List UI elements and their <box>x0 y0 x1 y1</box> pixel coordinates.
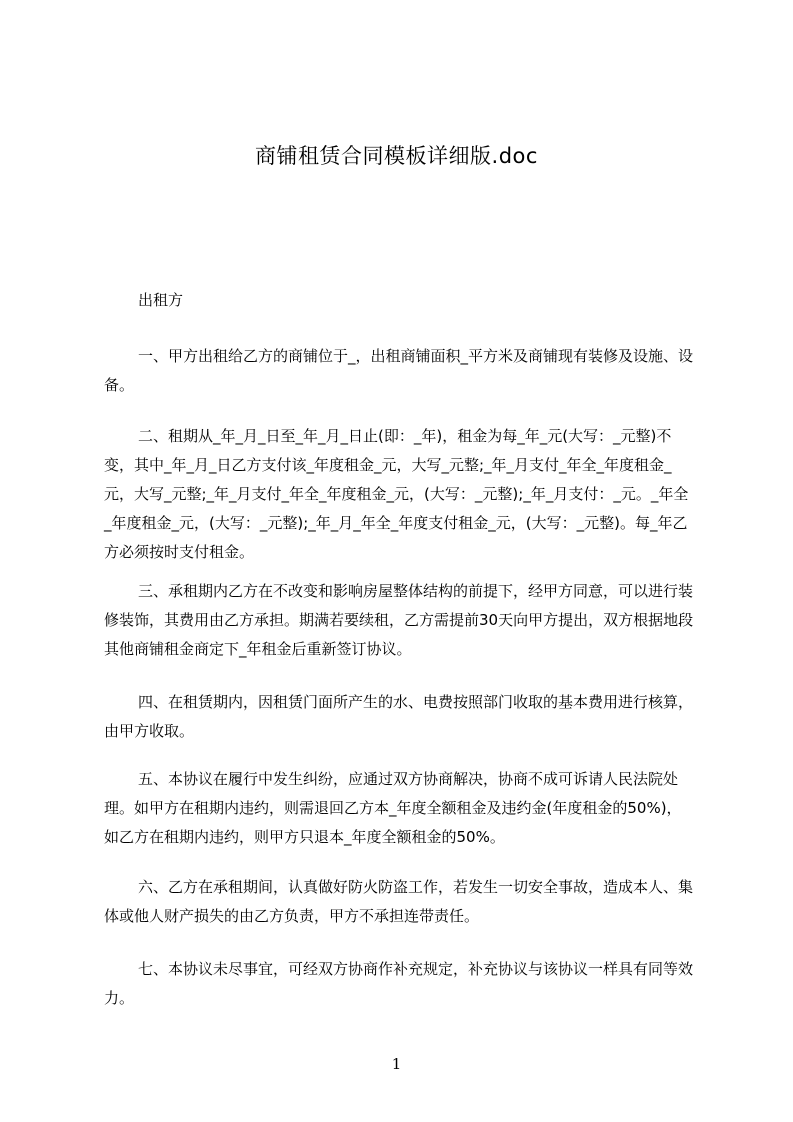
party-label: 出租方 <box>138 291 184 309</box>
clause-1: 一、甲方出租给乙方的商铺位于_，出租商铺面积_平方米及商铺现有装修及设施、设备。 <box>104 347 694 394</box>
clause-5: 五、本协议在履行中发生纠纷，应通过双方协商解决，协商不成可诉请人民法院处理。如甲方在租期内违约，则需退回乙方本_年度全额租金及违约金(年度租金的50%)，如乙方在租期内违约，则甲方只退本_年度全额租金的50%。 <box>104 770 682 846</box>
page-number: 1 <box>391 1055 402 1073</box>
clause-2: 二、租期从_年_月_日至_年_月_日止(即：_年)，租金为每_年_元(大写：_元整)不变，其中_年_月_日乙方支付该_年度租金_元，大写_元整;_年_月支付_年全_年度租金_元，大写_元整;_年_月支付_年全_年度租金_元，(大写：_元整);_年_月支付：_元。_年全_年度租金_元，(大写：_元整);_年_月_年全_年度支付租金_元，(大写：_元整)。每_年乙方必须按时支付租金。 <box>104 427 689 561</box>
clause-7: 七、本协议未尽事宜，可经双方协商作补充规定，补充协议与该协议一样具有同等效力。 <box>104 960 694 1007</box>
clause-4: 四、在租赁期内，因租赁门面所产生的水、电费按照部门收取的基本费用进行核算，由甲方收取。 <box>104 693 694 740</box>
document-title: 商铺租赁合同模板详细版.doc <box>255 144 538 168</box>
clause-3: 三、承租期内乙方在不改变和影响房屋整体结构的前提下，经甲方同意，可以进行装修装饰，其费用由乙方承担。期满若要续租，乙方需提前30天向甲方提出，双方根据地段其他商铺租金商定下_年租金后重新签订协议。 <box>104 582 694 658</box>
clause-6: 六、乙方在承租期间，认真做好防火防盗工作，若发生一切安全事故，造成本人、集体或他人财产损失的由乙方负责，甲方不承担连带责任。 <box>104 878 694 925</box>
